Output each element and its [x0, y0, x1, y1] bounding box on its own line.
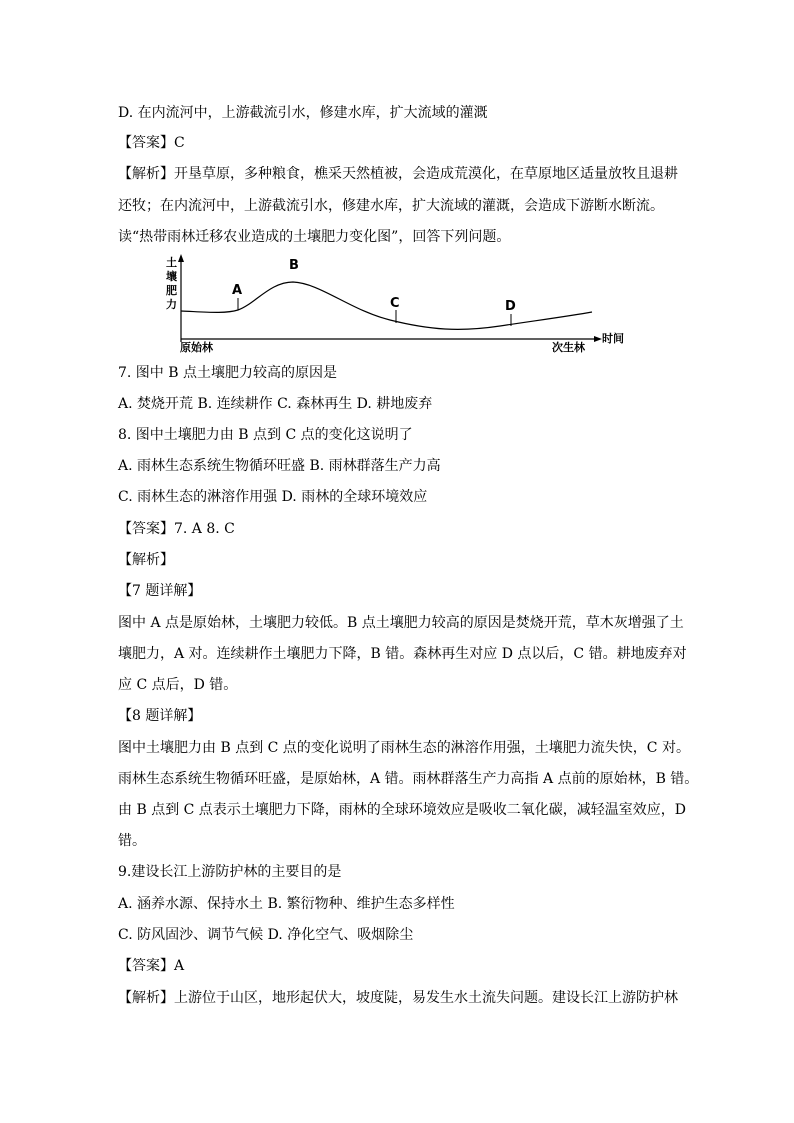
- analysis-line-1: 【解析】开垦草原，多种粮食，樵采天然植被，会造成荒漠化，在草原地区适量放牧且退耕: [118, 166, 678, 182]
- x-start-label: 原始林: [180, 341, 213, 354]
- x-axis-label: 时间: [602, 332, 624, 345]
- q8-detail-line-2: 雨林生态系统生物循环旺盛，是原始林，A 错。雨林群落生产力高指 A 点前的原始林，B 错。: [118, 771, 699, 787]
- ylabel-char-4: 力: [166, 298, 177, 311]
- analysis-line-2: 还牧；在内流河中，上游截流引水，修建水库，扩大流域的灌溉，会造成下游断水断流。: [118, 198, 664, 214]
- point-d-label: D: [505, 299, 516, 314]
- question-8-options-ab: A. 雨林生态系统生物循环旺盛 B. 雨林群落生产力高: [118, 458, 441, 474]
- analysis-9-line-1: 【解析】上游位于山区，地形起伏大，坡度陡，易发生水土流失问题。建设长江上游防护林: [118, 990, 678, 1006]
- q8-detail-heading: 【8 题详解】: [118, 708, 202, 724]
- ylabel-char-3: 肥: [166, 284, 177, 297]
- ylabel-char-2: 壤: [166, 270, 177, 283]
- q7-detail-heading: 【7 题详解】: [118, 583, 202, 599]
- question-8-options-cd: C. 雨林生态的淋溶作用强 D. 雨林的全球环境效应: [118, 489, 428, 505]
- answer-line: 【答案】C: [118, 135, 185, 151]
- question-7-options: A. 焚烧开荒 B. 连续耕作 C. 森林再生 D. 耕地废弃: [118, 396, 433, 412]
- q8-detail-line-4: 错。: [118, 833, 146, 849]
- q8-detail-line-3: 由 B 点到 C 点表示土壤肥力下降，雨林的全球环境效应是吸收二氧化碳，减轻温室效应，D: [118, 802, 687, 818]
- analysis-heading: 【解析】: [118, 552, 174, 568]
- point-b-label: B: [289, 258, 299, 273]
- point-c-label: C: [390, 296, 400, 311]
- soil-fertility-figure: [160, 252, 640, 354]
- q7-detail-line-2: 壤肥力，A 对。连续耕作土壤肥力下降，B 错。森林再生对应 D 点以后，C 错。耕地废弃对: [118, 646, 687, 662]
- question-7: 7. 图中 B 点土壤肥力较高的原因是: [118, 365, 337, 381]
- q8-detail-line-1: 图中土壤肥力由 B 点到 C 点的变化说明了雨林生态的淋溶作用强，土壤肥力流失快，C 对。: [118, 740, 690, 756]
- question-9-options-ab: A. 涵养水源、保持水土 B. 繁衍物种、维护生态多样性: [118, 896, 455, 912]
- figure-intro: 读“热带雨林迁移农业造成的土壤肥力变化图”，回答下列问题。: [118, 229, 511, 245]
- ylabel-char-1: 土: [166, 256, 177, 269]
- fertility-curve: [181, 282, 592, 329]
- y-axis-arrow: [178, 254, 184, 262]
- question-9: 9.建设长江上游防护林的主要目的是: [118, 864, 342, 880]
- soil-fertility-chart-svg: [160, 252, 640, 354]
- question-8: 8. 图中土壤肥力由 B 点到 C 点的变化这说明了: [118, 427, 413, 443]
- answer-9: 【答案】A: [118, 958, 185, 974]
- x-end-label: 次生林: [552, 341, 585, 354]
- answer-7-8: 【答案】7. A 8. C: [118, 521, 235, 537]
- option-d-text: D. 在内流河中，上游截流引水，修建水库，扩大流域的灌溉: [118, 105, 488, 121]
- x-axis-arrow: [594, 336, 602, 342]
- q7-detail-line-1: 图中 A 点是原始林，土壤肥力较低。B 点土壤肥力较高的原因是焚烧开荒，草木灰增强了土: [118, 615, 684, 631]
- question-9-options-cd: C. 防风固沙、调节气候 D. 净化空气、吸烟除尘: [118, 927, 414, 943]
- point-a-label: A: [232, 283, 243, 298]
- q7-detail-line-3: 应 C 点后，D 错。: [118, 677, 238, 693]
